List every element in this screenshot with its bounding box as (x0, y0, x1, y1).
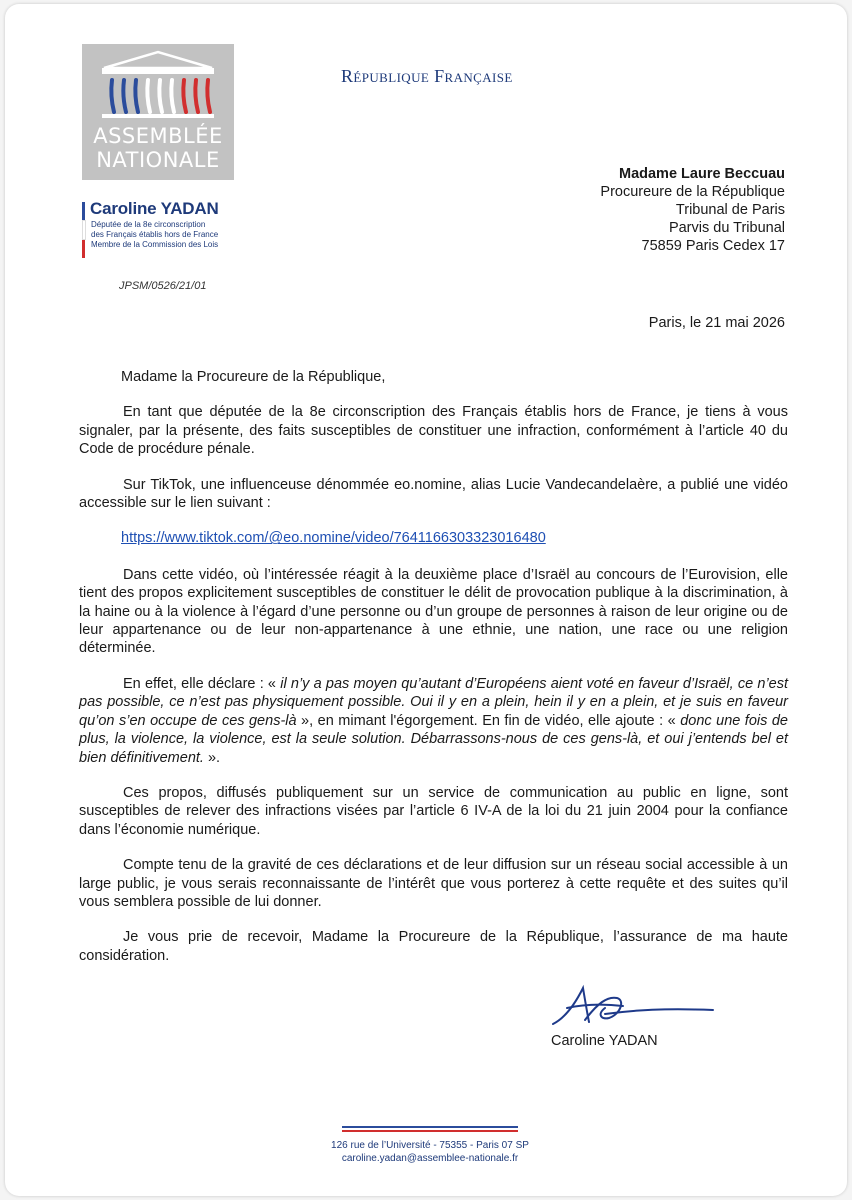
footer-address: 126 rue de l’Université - 75355 - Paris 07 SP (331, 1140, 529, 1151)
deputy-commission: Membre de la Commission des Lois (91, 240, 219, 249)
paragraph-5: Ces propos, diffusés publiquement sur un service de communication au public en ligne, sont susceptibles de relever des infractions visées par l’article 6 IV-A de la loi du 21 juin 2004 pour la confiance dans l’économie numérique. (79, 784, 788, 838)
paragraph-2: Sur TikTok, une influenceuse dénommée eo.nomine, alias Lucie Vandecandelaère, a publié une vidéo accessible sur le lien suivant : (79, 476, 788, 512)
deputy-constituency: Députée de la 8e circonscription (91, 220, 206, 229)
paragraph-3: Dans cette vidéo, où l’intéressée réagit à la deuxième place d’Israël au concours de l’Eurovision, elle tient des propos explicitement susceptibles de constituer le délit de provocation publique à la discrimination, à la haine ou à la violence à l’égard d’une personne ou d’un groupe de personnes à raison de leur origine ou de leur appartenance ou de leur non-appartenance à une ethnie, une nation, une race ou une religion déterminée. (79, 566, 788, 657)
deputy-name: Caroline YADAN (90, 199, 219, 218)
handwritten-signature (545, 974, 725, 1034)
recipient-city: 75859 Paris Cedex 17 (641, 238, 785, 254)
footer-tricolor-lines (342, 1126, 518, 1134)
recipient-title: Procureure de la République (600, 184, 785, 200)
paragraph-4 (79, 675, 788, 767)
assemblee-building-icon (82, 44, 234, 124)
letter-date: Paris, le 21 mai 2026 (648, 315, 785, 331)
reference-number: JPSM/0526/21/01 (119, 280, 207, 292)
recipient-street: Parvis du Tribunal (668, 220, 785, 236)
logo-text-nationale: NATIONALE (96, 148, 220, 172)
paragraph-7-closing: Je vous prie de recevoir, Madame la Procureure de la République, l’assurance de ma haute considération. (79, 929, 788, 964)
paragraph-4-intro: En effet, elle déclare : « (123, 675, 281, 692)
header-title: République Française (341, 66, 513, 86)
paragraph-6: Compte tenu de la gravité de ces déclarations et de leur diffusion sur un réseau social accessible à un large public, je vous serais reconnaissante de l’intérêt que vous porterez à cette requête et des suites qu’il vous semblera possible de lui donner. (79, 857, 788, 910)
letter-body (79, 368, 788, 965)
deputy-identity (82, 199, 252, 262)
logo-text-assemblee: ASSEMBLÉE (93, 124, 223, 148)
link-line (79, 529, 788, 547)
recipient-address (600, 165, 785, 255)
salutation: Madame la Procureure de la République, (121, 369, 386, 385)
paragraph-4-middle: », en mimant l'égorgement. En fin de vidéo, elle ajoute : « (296, 712, 681, 729)
quote-1: il n’y a pas moyen qu’autant d’Européens aient voté en faveur d’Israël, ce n’est pas possible, ce n’est pas physiquement possible. Oui il y en a plein, hein il y en a plein, et je suis en faveur qu’on s’en occupe de ces gens-là (79, 675, 789, 729)
quote-2: donc une fois de plus, la violence, la violence, est la seule solution. Débarrassons-nous de ces gens-là, et oui j’entends bel et bien définitivement. (79, 712, 788, 766)
paragraph-4-end: ». (203, 749, 221, 766)
tricolor-bar (82, 202, 85, 256)
footer-email[interactable]: caroline.yadan@assemblee-nationale.fr (341, 1153, 519, 1164)
letter-page (5, 4, 847, 1196)
assemblee-nationale-logo (82, 44, 234, 180)
deputy-constituency-detail: des Français établis hors de France (91, 230, 219, 239)
recipient-court: Tribunal de Paris (675, 202, 785, 218)
tiktok-video-link[interactable]: https://www.tiktok.com/@eo.nomine/video/7641166303323016480 (121, 530, 546, 547)
paragraph-1: En tant que députée de la 8e circonscription des Français établis hors de France, je tiens à vous signaler, par la présente, des faits susceptibles de constituer une infraction, conformément à l’article 40 du Code de procédure pénale. (79, 404, 788, 458)
recipient-name: Madame Laure Beccuau (618, 166, 785, 182)
signer-name: Caroline YADAN (551, 1033, 658, 1049)
